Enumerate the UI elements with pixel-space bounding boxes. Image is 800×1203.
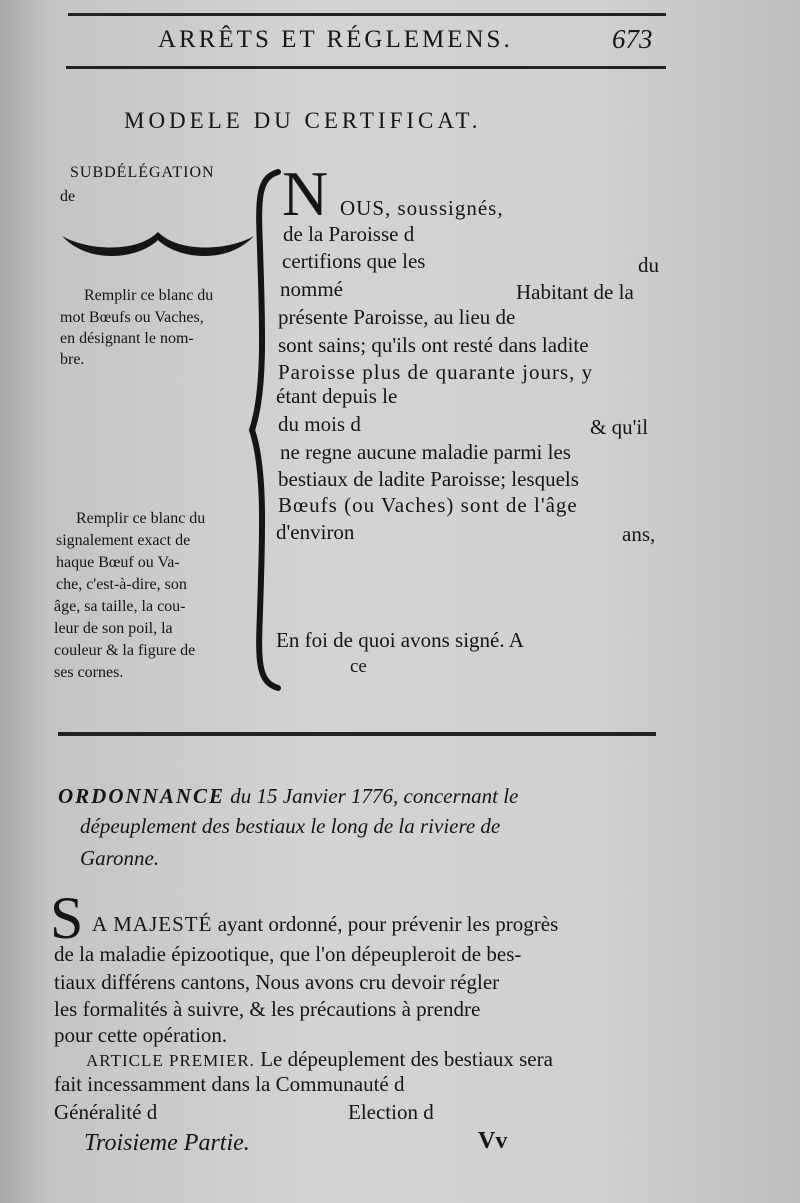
certificate-line: sont sains; qu'ils ont resté dans ladite — [278, 333, 589, 357]
body-line-6 — [86, 1047, 553, 1072]
header-top-rule — [68, 13, 666, 16]
ordonnance-line-1 — [58, 784, 518, 809]
certificate-right-quil: & qu'il — [590, 415, 649, 439]
body-line-8b: Election d — [348, 1100, 434, 1124]
ordonnance-line-2: dépeuplement des bestiaux le long de la riviere de — [80, 814, 501, 838]
body-line-1 — [92, 912, 558, 937]
subdelegation-label: SUBDÉLÉGATION — [70, 164, 215, 181]
drop-cap-s: S — [50, 885, 84, 951]
body-text: Le dépeuplement des bestiaux sera — [260, 1047, 553, 1071]
signature-mark: Vv — [478, 1128, 508, 1154]
body-line-2: de la maladie épizootique, que l'on dépeupleroit de bes- — [54, 942, 522, 966]
certificate-line: du mois d — [278, 412, 361, 436]
drop-cap-n: N — [282, 158, 329, 229]
margin-note-line: couleur & la figure de — [54, 642, 196, 659]
body-line-7: fait incessamment dans la Communauté d — [54, 1072, 405, 1096]
certificate-line: certifions que les — [282, 249, 426, 273]
running-title: ARRÊTS ET RÉGLEMENS. — [158, 26, 513, 53]
certificate-line: de la Paroisse d — [283, 222, 415, 246]
margin-note-line: che, c'est-à-dire, son — [56, 576, 187, 593]
margin-note-line: mot Bœufs ou Vaches, — [60, 309, 204, 326]
margin-note-line: Remplir ce blanc du — [84, 287, 214, 304]
margin-note-line: âge, sa taille, la cou- — [54, 598, 186, 615]
signature-line: En foi de quoi avons signé. A — [276, 628, 524, 652]
margin-note-line: leur de son poil, la — [54, 620, 173, 637]
certificate-line: présente Paroisse, au lieu de — [278, 305, 516, 329]
margin-note-line: bre. — [60, 351, 85, 368]
page-number: 673 — [612, 24, 653, 54]
body-line-4: les formalités à suivre, & les précautions à prendre — [54, 997, 481, 1021]
ordonnance-lead: ORDONNANCE — [58, 784, 226, 808]
footer-part-title: Troisieme Partie. — [84, 1130, 250, 1156]
margin-note-line: Remplir ce blanc du — [76, 510, 206, 527]
margin-note-line: haque Bœuf ou Va- — [56, 554, 180, 571]
section-divider-rule — [58, 732, 656, 736]
certificate-right-ans: ans, — [622, 522, 656, 546]
certificate-line: bestiaux de ladite Paroisse; lesquels — [278, 467, 579, 491]
header-bottom-rule — [66, 66, 666, 69]
ordonnance-text: du 15 Janvier 1776, concernant le — [230, 784, 519, 808]
certificate-line: Bœufs (ou Vaches) sont de l'âge — [278, 493, 578, 517]
body-text: ayant ordonné, pour prévenir les progrès — [217, 912, 559, 936]
body-lead-smallcaps: A MAJESTÉ — [92, 912, 213, 936]
ordonnance-line-3: Garonne. — [80, 846, 160, 870]
certificate-right-habitant: Habitant de la — [516, 280, 634, 304]
body-line-8a: Généralité d — [54, 1100, 158, 1124]
certificate-right-du: du — [638, 253, 659, 277]
certificate-first-line: OUS, soussignés, — [340, 196, 504, 220]
margin-note-line: signalement exact de — [56, 532, 191, 549]
certificate-ce: ce — [350, 656, 367, 677]
certificate-line: d'environ — [276, 520, 355, 544]
ornamental-brace — [60, 228, 256, 268]
body-line-5: pour cette opération. — [54, 1023, 228, 1047]
margin-note-line: en désignant le nom- — [60, 330, 194, 347]
body-line-3: tiaux différens cantons, Nous avons cru devoir régler — [54, 970, 500, 994]
certificate-line: Paroisse plus de quarante jours, y — [278, 360, 594, 384]
section-title: MODELE DU CERTIFICAT. — [124, 108, 482, 133]
certificate-line: nommé — [280, 277, 343, 301]
certificate-line: étant depuis le — [276, 384, 398, 408]
certificate-line: ne regne aucune maladie parmi les — [280, 440, 571, 464]
margin-note-line: ses cornes. — [54, 664, 124, 681]
article-lead: ARTICLE PREMIER. — [86, 1051, 255, 1070]
subdelegation-de: de — [60, 188, 76, 205]
